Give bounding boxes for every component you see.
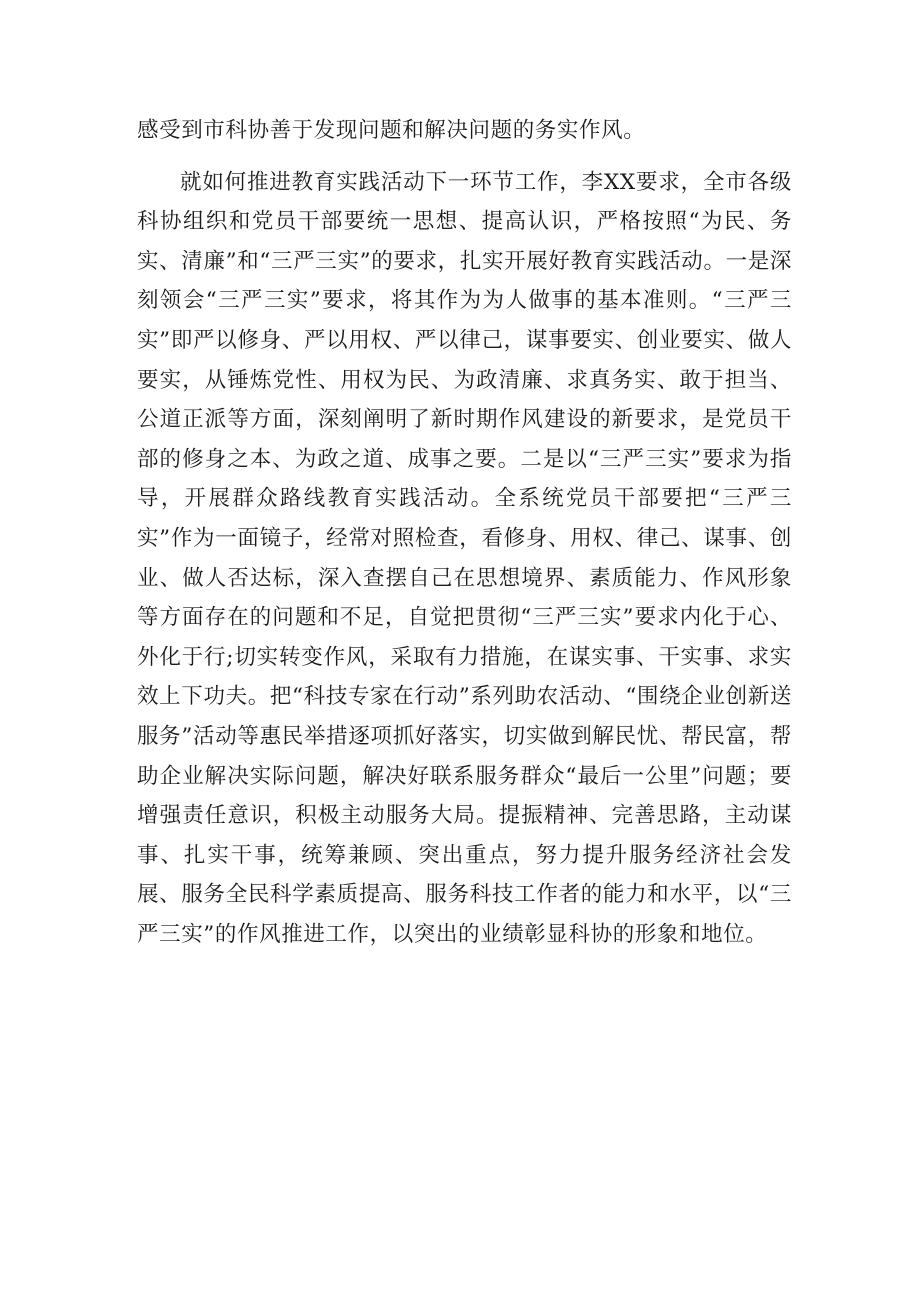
paragraph-main: 就如何推进教育实践活动下一环节工作，李XX要求，全市各级科协组织和党员干部要统一思想、提高认识，严格按照“为民、务实、清廉”和“三严三实”的要求，扎实开展好教育实践活动。一是深刻领会“三严三实”要求，将其作为为人做事的基本准则。“三严三实”即严以修身、严以用权、严以律己，谋事要实、创业要实、做人要实，从锤炼党性、用权为民、为政清廉、求真务实、敢于担当、公道正派等方面，深刻阐明了新时期作风建设的新要求，是党员干部的修身之本、为政之道、成事之要。二是以“三严三实”要求为指导，开展群众路线教育实践活动。全系统党员干部要把“三严三实”作为一面镜子，经常对照检查，看修身、用权、律己、谋事、创业、做人否达标，深入查摆自己在思想境界、素质能力、作风形象等方面存在的问题和不足，自觉把贯彻“三严三实”要求内化于心、外化于行;切实转变作风，采取有力措施，在谋实事、干实事、求实效上下功夫。把“科技专家在行动”系列助农活动、“围绕企业创新送服务”活动等惠民举措逐项抓好落实，切实做到解民忧、帮民富，帮助企业解决实际问题，解决好联系服务群众“最后一公里”问题；要增强责任意识，积极主动服务大局。提振精神、完善思路，主动谋事、扎实干事，统筹兼顾、突出重点，努力提升服务经济社会发展、服务全民科学素质提高、服务科技工作者的能力和水平，以“三严三实”的作风推进工作，以突出的业绩彰显科协的形象和地位。: [137, 169, 792, 947]
paragraph-continuation: 感受到市科协善于发现问题和解决问题的务实作风。: [137, 118, 646, 143]
document-body: [137, 111, 792, 954]
